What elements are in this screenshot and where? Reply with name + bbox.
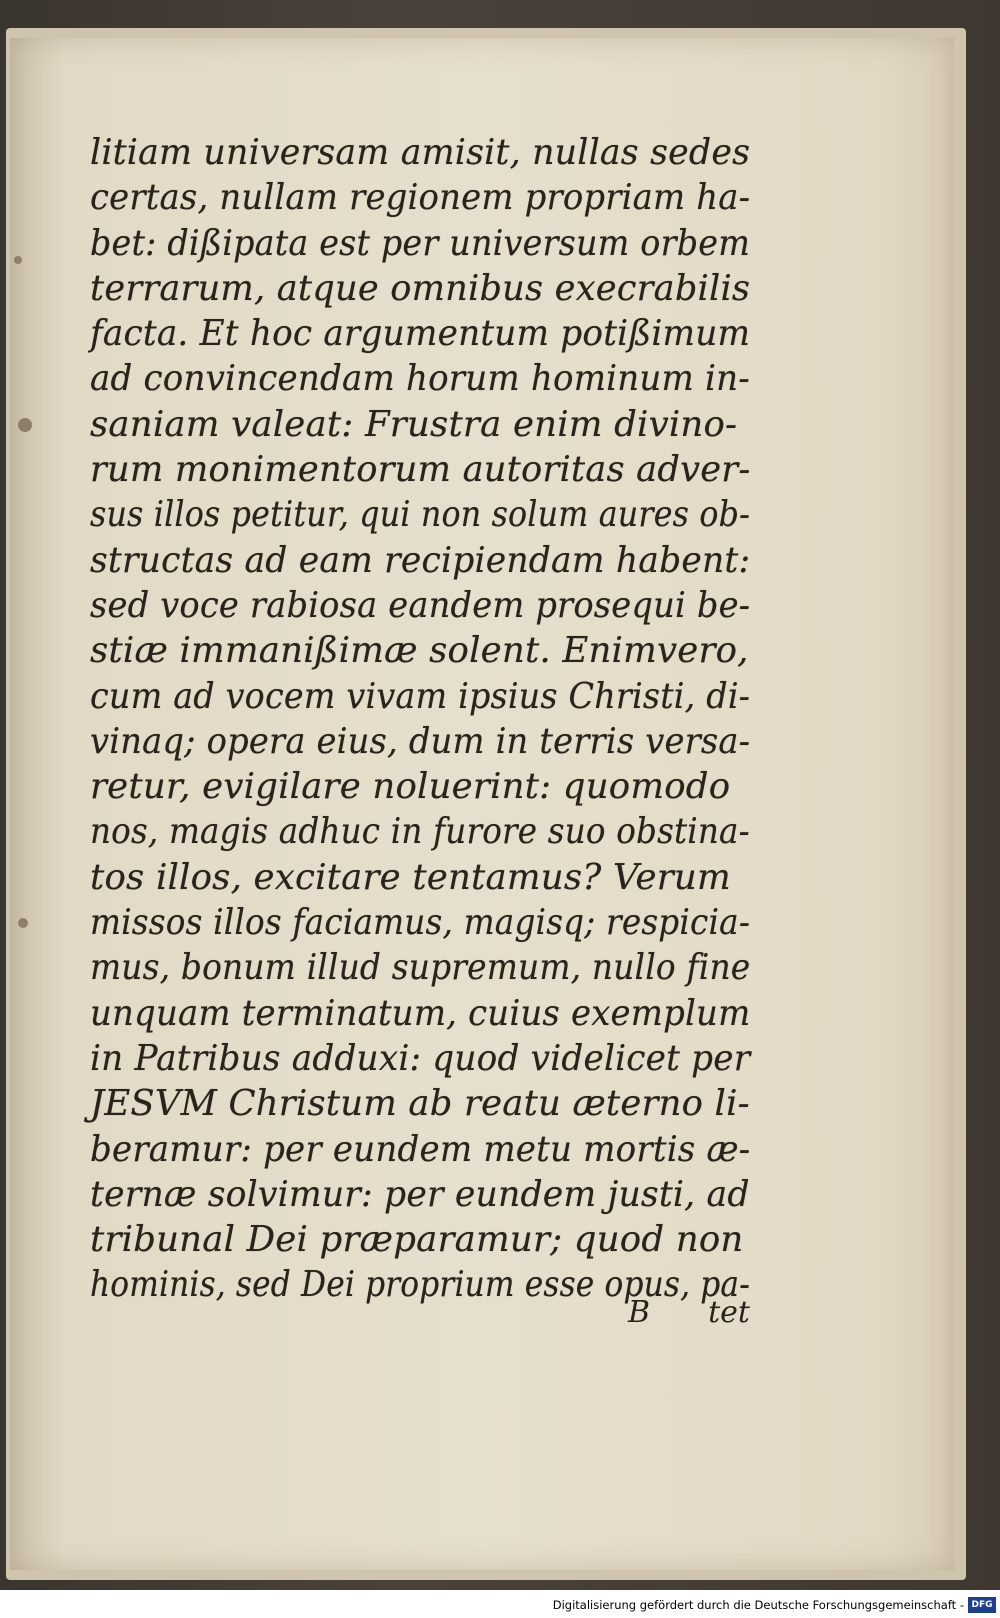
text-line: saniam valeat: Frustra enim divino- [90,403,738,445]
text-line: ternæ solvimur: per eundem justi, ad [90,1173,750,1215]
digitization-footer [0,1596,1000,1618]
text-line: tribunal Dei præparamur; quod non [90,1219,744,1261]
signature-mark: B [628,1295,651,1330]
text-line: hominis, sed Dei proprium esse opus, pa- [90,1264,750,1306]
funding-credit: Digitalisierung gefördert durch die Deutsche Forschungsgemeinschaft - [552,1598,964,1612]
text-line: terrarum, atque omnibus execrabilis [90,267,751,309]
catchword: tet [708,1295,750,1330]
text-line: ad convincendam horum hominum in- [90,358,750,400]
binding-hole-icon [14,256,22,264]
page-footer-line [90,1295,750,1341]
text-line: cum ad vocem vivam ipsius Christi, di- [90,675,751,717]
text-line: beramur: per eundem metu mortis æ- [90,1128,751,1170]
text-line: retur, evigilare noluerint: quomodo [90,766,731,808]
text-line: JESVM Christum ab reatu æterno li- [90,1083,750,1125]
text-line: vinaq; opera eius, dum in terris versa- [90,720,751,762]
binding-hole-icon [18,918,28,928]
dfg-logo-icon: DFG [968,1597,996,1613]
text-line: mus, bonum illud supremum, nullo fine [90,947,751,989]
text-line: bet: dißipata est per universum orbem [90,222,751,264]
text-line: sed voce rabiosa eandem prosequi be- [90,584,751,626]
binding-hole-icon [18,418,32,432]
text-line: certas, nullam regionem propriam ha- [90,177,751,219]
text-line: tos illos, excitare tentamus? Verum [90,856,731,898]
text-line: structas ad eam recipiendam habent: [90,539,751,581]
text-line: sus illos petitur, qui non solum aures ob- [90,494,751,536]
text-line: in Patribus adduxi: quod videlicet per [90,1037,751,1079]
text-line: litiam universam amisit, nullas sedes [90,132,751,173]
text-line: facta. Et hoc argumentum potißimum [90,313,751,355]
text-line: unquam terminatum, cuius exemplum [90,992,751,1034]
page-text [90,130,750,1308]
text-line: stiæ immanißimæ solent. Enimvero, [90,630,749,672]
text-line: rum monimentorum autoritas adver- [90,449,751,491]
text-line: nos, magis adhuc in furore suo obstina- [90,811,750,853]
text-line: missos illos faciamus, magisq; respicia- [90,902,751,944]
book-page [10,38,954,1570]
